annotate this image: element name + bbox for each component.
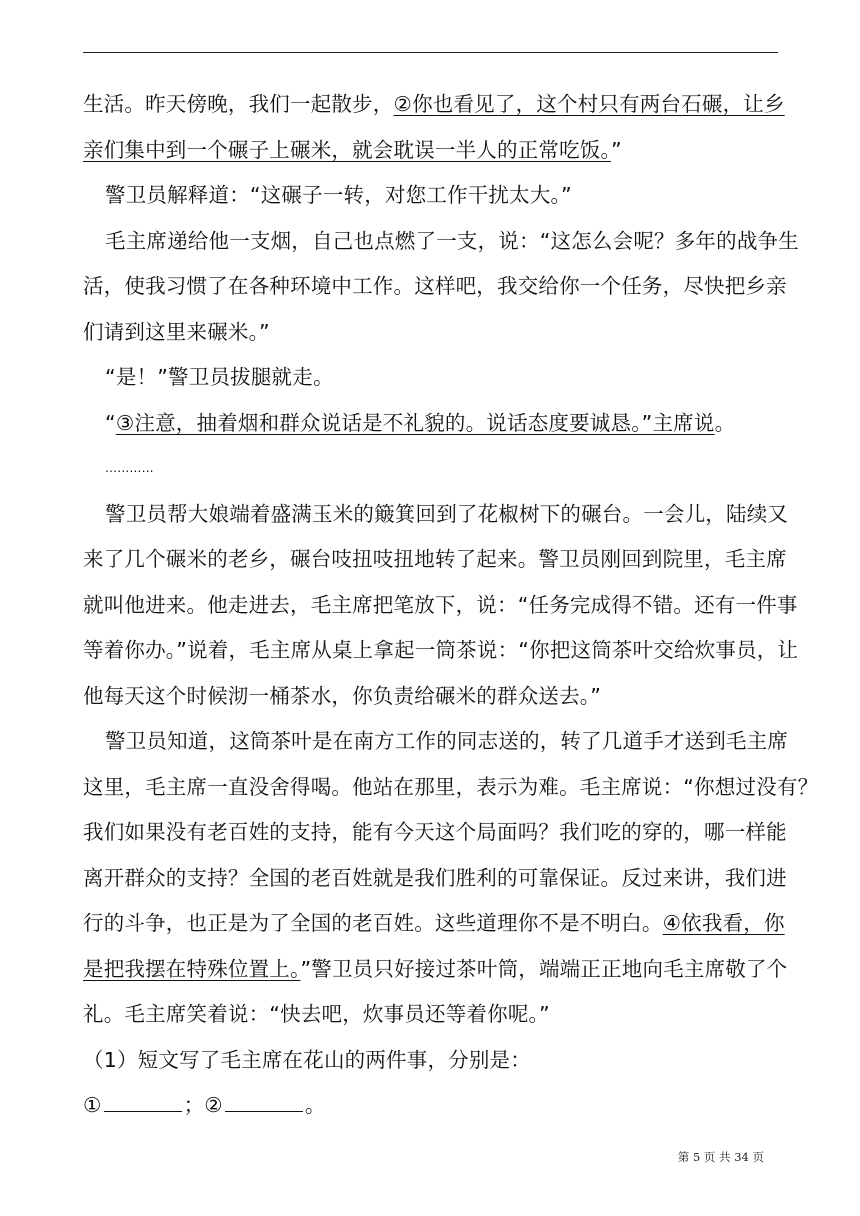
underlined-sentence: ④依我看，你 [662, 911, 785, 935]
underlined-sentence: 亲们集中到一个碾子上碾米，就会耽误一半人的正常吃饭。 [83, 137, 611, 162]
paragraph-line: 毛主席递给他一支烟，自己也点燃了一支，说：“这怎么会呢？多年的战争生 [105, 228, 799, 253]
paragraph-line: “是！”警卫员拔腿就走。 [105, 365, 334, 389]
document-body [83, 82, 819, 1129]
paragraph-line: 离开群众的支持？全国的老百姓就是我们胜利的可靠保证。反过来讲，我们进 [83, 865, 787, 890]
separator: ； [183, 1093, 205, 1117]
answer-blank-2[interactable] [225, 1093, 303, 1112]
paragraph-line [83, 128, 781, 174]
answer-blank-1[interactable] [104, 1093, 182, 1112]
paragraph-line: 等着你办。”说着，毛主席从桌上拿起一筒茶说：“你把这筒茶叶交给炊事员，让 [83, 638, 799, 662]
ellipsis-line: ………… [105, 461, 154, 475]
paragraph-line: 这里，毛主席一直没舍得喝。他站在那里，表示为难。毛主席说：“你想过没有？ [83, 774, 819, 799]
text-run: 行的斗争，也正是为了全国的老百姓。这些道理你不是不明白。 [83, 911, 663, 935]
text-run: ”警卫员只好接过茶叶筒，端端正正地向毛主席敬了个 [300, 956, 788, 981]
paragraph-line: 就叫他进来。他走进去，毛主席把笔放下，说：“任务完成得不错。还有一件事 [83, 592, 798, 617]
paragraph-line [83, 901, 785, 947]
end-punctuation: 。 [304, 1093, 326, 1117]
question-prompt: （1）短文写了毛主席在花山的两件事，分别是： [83, 1047, 531, 1072]
page-number: 第 5 页 共 34 页 [677, 1150, 764, 1164]
paragraph-line [83, 82, 785, 128]
blank-marker: ② [204, 1093, 223, 1117]
text-run: “ [105, 410, 116, 435]
paragraph-line [83, 401, 781, 447]
paragraph-line: 来了几个碾米的老乡，碾台吱扭吱扭地转了起来。警卫员刚回到院里，毛主席 [83, 547, 787, 571]
paragraph-line: 警卫员知道，这筒茶叶是在南方工作的同志送的，转了几道手才送到毛主席 [105, 729, 789, 753]
paragraph-line: 警卫员解释道：“这碾子一转，对您工作干扰太大。” [105, 183, 572, 207]
text-run: 生活。昨天傍晚，我们一起散步， [83, 92, 394, 116]
paragraph-line [83, 947, 788, 993]
paragraph-line: 警卫员帮大娘端着盛满玉米的簸箕回到了花椒树下的碾台。一会儿，陆续又 [105, 501, 789, 526]
text-run: ” [610, 137, 622, 162]
paragraph-line: 活，使我习惯了在各种环境中工作。这样吧，我交给你一个任务，尽快把乡亲 [83, 274, 787, 298]
blank-marker: ① [83, 1093, 102, 1117]
paragraph-line: 我们如果没有老百姓的支持，能有今天这个局面吗？我们吃的穿的，哪一样能 [83, 820, 787, 844]
underlined-sentence: ③注意，抽着烟和群众说话是不礼貌的。说话态度要诚恳。”主席说 [115, 410, 715, 435]
underlined-sentence: 是把我摆在特殊位置上。 [83, 956, 301, 981]
paragraph-line: 他每天这个时候沏一桶茶水，你负责给碾米的群众送去。” [83, 683, 602, 708]
answer-line [83, 1083, 781, 1129]
text-run: 。 [714, 410, 736, 435]
header-rule [83, 52, 778, 53]
underlined-sentence: ②你也看见了，这个村只有两台石碾，让乡 [393, 92, 785, 116]
paragraph-line: 礼。毛主席笑着说：“快去吧，炊事员还等着你呢。” [83, 1002, 550, 1026]
paragraph-line: 们请到这里来碾米。” [83, 319, 270, 344]
